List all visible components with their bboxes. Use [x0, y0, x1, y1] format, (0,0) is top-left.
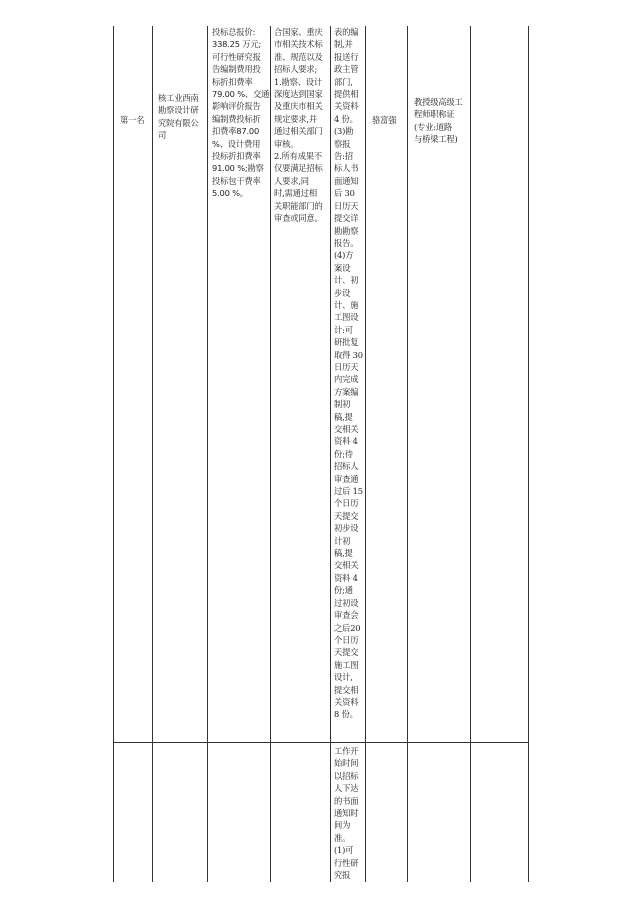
column-divider — [365, 26, 366, 882]
table-border-right — [528, 26, 529, 882]
table-border-left — [113, 26, 114, 882]
project-manager-cell: 骆富强 — [372, 115, 397, 125]
column-divider — [270, 26, 271, 882]
column-divider — [330, 26, 331, 882]
quality-requirements-cell: 合国家、重庆 市相关技术标 准、规范以及 招标人要求; 1.勘察、设计 深度达到国家 及重庆市相关 规定要求,并 通过相关部门 审核。 2.所有成果不 仅要满足招标 人要求,同 时,需通过相 关职能部门的 审查或同意。 — [274, 27, 323, 224]
qualification-cell: 教授级高级工 程师职称证 (专业:道路 与桥梁工程) — [414, 97, 463, 145]
column-divider — [152, 26, 153, 882]
column-divider — [207, 26, 208, 882]
schedule-cell: 工作开 始时间 以招标 人下达 的书面 通知时 间为 准。 (1)可 行性研 究报 — [334, 746, 359, 881]
column-divider — [407, 26, 408, 882]
row-divider — [113, 742, 529, 743]
column-divider — [470, 26, 471, 882]
schedule-cell: 表的编 制,并 报送行 政主管 部门, 提供相 关资料 4 份。 (3)勘 察报 告:招 标人书 面通知 后 30 日历天 提交详 勘勘察 报告。 (4)方 案设 计、初 步设 计、施 工图设 计:可 研批复 取得 30 日历天 内完成 方案编 制初 稿,提 交相关 资料 4 份;待 招标人 审查通 过后 15 个日历 天提交 初步设 计初 稿,提 交相关 资料 4 份;通 过初设 审查会 之后20 个日历 天提交 施工图 设计, 提交相 关资料 8 份。 — [334, 27, 363, 720]
rank-cell: 第一名 — [120, 115, 145, 125]
bid-price-cell: 投标总报价: 338.25 万元; 可行性研究报 告编制费用投 标折扣费率 79.00 %、交通 影响评价报告 编制费投标折 扣费率87.00 %、设计费用 投标折扣费率 91.00 %;勘察 投标包干费率 5.00 %。 — [212, 27, 270, 199]
company-name-cell: 核工业西南 勘察设计研 究院有限公 司 — [158, 93, 199, 141]
